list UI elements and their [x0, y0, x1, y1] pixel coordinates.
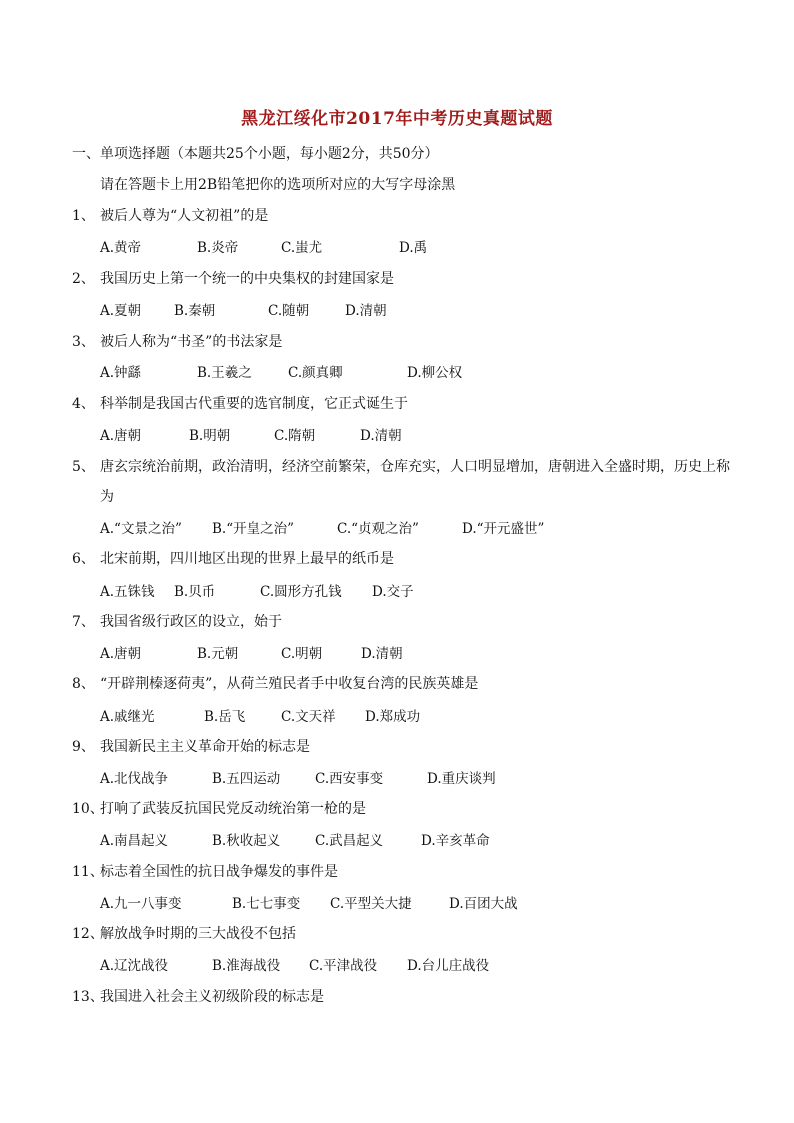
option-c: C.明朝 — [281, 646, 323, 662]
question-1 — [72, 205, 268, 225]
option-b: B.王羲之 — [197, 365, 252, 381]
question-number: 11、 — [72, 864, 104, 880]
option-c: C.随朝 — [268, 303, 310, 319]
option-c: C.隋朝 — [274, 428, 316, 444]
option-a: A.北伐战争 — [100, 771, 169, 787]
option-a: A.南昌起义 — [100, 833, 169, 849]
question-number: 3、 — [72, 334, 95, 350]
question-12 — [72, 923, 296, 943]
option-b: B.明朝 — [189, 428, 231, 444]
option-c: C.平津战役 — [309, 958, 378, 974]
option-c: C.颜真卿 — [288, 365, 343, 381]
option-d: D.“开元盛世” — [462, 521, 545, 537]
question-number: 10、 — [72, 801, 104, 817]
question-3 — [72, 331, 282, 351]
option-c: C.蚩尤 — [281, 240, 323, 256]
option-b: B.“开皇之治” — [212, 521, 295, 537]
question-text: 被后人称为“书圣”的书法家是 — [100, 334, 283, 350]
option-b: B.岳飞 — [204, 709, 246, 725]
question-number: 4、 — [72, 396, 95, 412]
option-d: D.柳公权 — [407, 365, 463, 381]
option-a: A.唐朝 — [100, 428, 142, 444]
question-text: 我国历史上第一个统一的中央集权的封建国家是 — [100, 271, 394, 287]
question-7 — [72, 611, 282, 631]
question-text: 标志着全国性的抗日战争爆发的事件是 — [100, 864, 338, 880]
question-number: 2、 — [72, 271, 95, 287]
option-d: D.清朝 — [345, 303, 387, 319]
question-number: 1、 — [72, 208, 95, 224]
option-c: C.西安事变 — [315, 771, 384, 787]
question-text: 我国新民主主义革命开始的标志是 — [100, 739, 310, 755]
option-d: D.清朝 — [360, 428, 402, 444]
option-a: A.夏朝 — [100, 303, 142, 319]
option-d: D.禹 — [399, 240, 428, 256]
question-5 — [72, 456, 730, 476]
option-c: C.武昌起义 — [315, 833, 384, 849]
option-a: A.五铢钱 — [100, 584, 155, 600]
option-b: B.炎帝 — [197, 240, 239, 256]
section-heading: 一、单项选择题（本题共25个小题，每小题2分，共50分） — [72, 146, 439, 162]
question-text: 唐玄宗统治前期，政治清明，经济空前繁荣，仓库充实，人口明显增加，唐朝进入全盛时期，历史上称 — [100, 459, 730, 475]
option-a: A.钟繇 — [100, 365, 142, 381]
question-text: 解放战争时期的三大战役不包括 — [100, 926, 296, 942]
question-text-continuation: 为 — [100, 489, 114, 505]
option-b: B.秦朝 — [174, 303, 216, 319]
option-b: B.七七事变 — [232, 896, 301, 912]
option-c: C.文天祥 — [281, 709, 336, 725]
option-d: D.重庆谈判 — [427, 771, 496, 787]
question-13 — [72, 986, 324, 1006]
question-text: 我国进入社会主义初级阶段的标志是 — [100, 989, 324, 1005]
question-text: “开辟荆榛逐荷夷”，从荷兰殖民者手中收复台湾的民族英雄是 — [100, 676, 479, 692]
question-number: 9、 — [72, 739, 95, 755]
option-a: A.黄帝 — [100, 240, 142, 256]
option-d: D.交子 — [372, 584, 414, 600]
option-d: D.郑成功 — [365, 709, 421, 725]
option-a: A.“文景之治” — [100, 521, 182, 537]
option-d: D.辛亥革命 — [421, 833, 490, 849]
question-11 — [72, 861, 338, 881]
question-number: 6、 — [72, 551, 95, 567]
question-text: 我国省级行政区的设立，始于 — [100, 614, 282, 630]
question-number: 13、 — [72, 989, 104, 1005]
option-b: B.元朝 — [197, 646, 239, 662]
question-number: 8、 — [72, 676, 95, 692]
option-c: C.圆形方孔钱 — [260, 584, 342, 600]
option-d: D.百团大战 — [449, 896, 518, 912]
question-9 — [72, 736, 310, 756]
option-a: A.戚继光 — [100, 709, 155, 725]
question-4 — [72, 393, 408, 413]
question-text: 科举制是我国古代重要的选官制度，它正式诞生于 — [100, 396, 408, 412]
question-number: 7、 — [72, 614, 95, 630]
option-b: B.淮海战役 — [212, 958, 281, 974]
option-b: B.贝币 — [174, 584, 216, 600]
option-d: D.清朝 — [361, 646, 403, 662]
question-number: 5、 — [72, 459, 95, 475]
option-b: B.五四运动 — [212, 771, 281, 787]
option-b: B.秋收起义 — [212, 833, 281, 849]
question-8 — [72, 673, 478, 693]
question-text: 打响了武装反抗国民党反动统治第一枪的是 — [100, 801, 366, 817]
question-number: 12、 — [72, 926, 104, 942]
option-c: C.平型关大捷 — [330, 896, 412, 912]
instruction-text: 请在答题卡上用2B铅笔把你的选项所对应的大写字母涂黑 — [100, 177, 456, 193]
option-d: D.台儿庄战役 — [407, 958, 490, 974]
question-10 — [72, 798, 366, 818]
question-2 — [72, 268, 394, 288]
question-text: 被后人尊为“人文初祖”的是 — [100, 208, 269, 224]
question-6 — [72, 548, 394, 568]
option-c: C.“贞观之治” — [337, 521, 419, 537]
option-a: A.唐朝 — [100, 646, 142, 662]
option-a: A.辽沈战役 — [100, 958, 169, 974]
option-a: A.九一八事变 — [100, 896, 182, 912]
question-text: 北宋前期，四川地区出现的世界上最早的纸币是 — [100, 551, 394, 567]
page-title: 黑龙江绥化市2017年中考历史真题试题 — [241, 109, 553, 129]
